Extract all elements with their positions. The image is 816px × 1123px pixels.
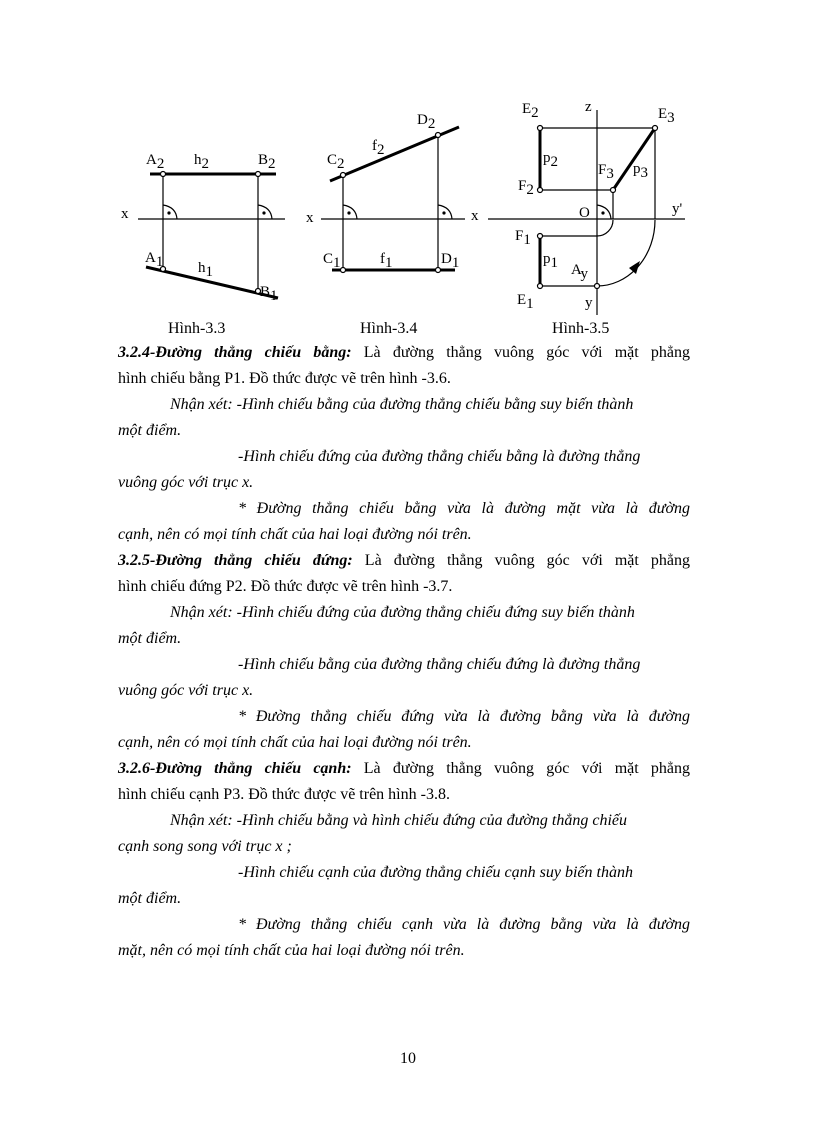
p1-label: p1 bbox=[543, 251, 558, 271]
section-heading: 3.2.4-Đường thẳng chiếu bằng: bbox=[118, 344, 352, 361]
e-transfer-arc bbox=[597, 220, 655, 286]
section-3-2-4-intro: 3.2.4-Đường thẳng chiếu bằng: Là đường thẳng vuông góc với mặt phẳng bbox=[118, 344, 691, 361]
remark: * Đường thẳng chiếu đứng vừa là đường bằng vừa là đường bbox=[238, 708, 690, 725]
point-ay bbox=[595, 284, 600, 289]
ay-label: Ay bbox=[571, 262, 588, 282]
point-f2 bbox=[538, 188, 543, 193]
figure-3-5 bbox=[471, 99, 685, 337]
point-a2 bbox=[161, 172, 166, 177]
f1-label: f1 bbox=[380, 251, 393, 271]
a1-label: A1 bbox=[145, 250, 164, 270]
point-c1 bbox=[341, 268, 346, 273]
right-angle-dot bbox=[262, 211, 265, 214]
point-c2 bbox=[341, 173, 346, 178]
right-angle-dot bbox=[167, 211, 170, 214]
x-label: x bbox=[121, 206, 129, 222]
body-text bbox=[118, 340, 690, 964]
paragraph-line: một điểm. bbox=[118, 890, 182, 907]
f-transfer-arc bbox=[597, 220, 613, 236]
h2-label: h2 bbox=[194, 152, 209, 172]
remark: -Hình chiếu cạnh của đường thẳng chiếu cạnh suy biến thành bbox=[238, 864, 633, 881]
paragraph-line: mặt, nên có mọi tính chất của hai loại đường nói trên. bbox=[118, 942, 465, 959]
p3-label: p3 bbox=[633, 161, 648, 181]
b2-label: B2 bbox=[258, 152, 276, 172]
y-prime-label: y' bbox=[672, 201, 683, 217]
paragraph-line: cạnh, nên có mọi tính chất của hai loại đường nói trên. bbox=[118, 526, 472, 543]
h1-label: h1 bbox=[198, 260, 213, 280]
paragraph-line: cạnh, nên có mọi tính chất của hai loại đường nói trên. bbox=[118, 734, 472, 751]
figure-3-3-caption: Hình-3.3 bbox=[168, 320, 226, 337]
c1-label: C1 bbox=[323, 251, 341, 271]
point-f3 bbox=[611, 188, 616, 193]
e3-label: E3 bbox=[658, 106, 675, 126]
figure-3-4-caption: Hình-3.4 bbox=[360, 320, 418, 337]
remark: Nhận xét: -Hình chiếu bằng của đường thẳng chiếu bằng suy biến thành bbox=[170, 396, 634, 413]
point-d2 bbox=[436, 133, 441, 138]
point-e3 bbox=[653, 126, 658, 131]
figure-3-3 bbox=[121, 152, 285, 337]
y-label: y bbox=[585, 295, 593, 311]
d2-label: D2 bbox=[417, 112, 436, 132]
remark: -Hình chiếu đứng của đường thẳng chiếu bằng là đường thẳng bbox=[238, 448, 641, 465]
arrow-head bbox=[629, 261, 640, 274]
e1-label: E1 bbox=[517, 292, 534, 312]
remark: Nhận xét: -Hình chiếu đứng của đường thẳng chiếu đứng suy biến thành bbox=[170, 604, 635, 621]
f3-label: F3 bbox=[598, 162, 614, 182]
x-label: x bbox=[306, 210, 314, 226]
section-3-2-6-intro: 3.2.6-Đường thẳng chiếu cạnh: Là đường thẳng vuông góc với mặt phẳng bbox=[118, 760, 691, 777]
point-b2 bbox=[256, 172, 261, 177]
page-number: 10 bbox=[400, 1050, 416, 1067]
paragraph-line: hình chiếu đứng P2. Đồ thức được vẽ trên hình -3.7. bbox=[118, 578, 453, 595]
right-angle-dot bbox=[601, 211, 604, 214]
section-heading: 3.2.6-Đường thẳng chiếu cạnh: bbox=[118, 760, 352, 777]
point-d1 bbox=[436, 268, 441, 273]
figures-row bbox=[0, 0, 816, 340]
right-angle-dot bbox=[442, 211, 445, 214]
paragraph-line: cạnh song song với trục x ; bbox=[118, 838, 292, 855]
paragraph-line: vuông góc với trục x. bbox=[118, 474, 254, 491]
right-angle-dot bbox=[347, 211, 350, 214]
paragraph-line: vuông góc với trục x. bbox=[118, 682, 254, 699]
d1-label: D1 bbox=[441, 251, 460, 271]
a2-label: A2 bbox=[146, 152, 165, 172]
figure-3-4 bbox=[306, 112, 465, 337]
remark: Nhận xét: -Hình chiếu bằng và hình chiếu đứng của đường thẳng chiếu bbox=[170, 812, 628, 829]
paragraph-line: một điểm. bbox=[118, 630, 182, 647]
x-label: x bbox=[471, 208, 479, 224]
remark: * Đường thẳng chiếu bằng vừa là đường mặt vừa là đường bbox=[238, 500, 690, 517]
remark: -Hình chiếu bằng của đường thẳng chiếu đứng là đường thẳng bbox=[238, 656, 641, 673]
f2-label: F2 bbox=[518, 178, 534, 198]
point-e1 bbox=[538, 284, 543, 289]
paragraph-line: một điểm. bbox=[118, 422, 182, 439]
p2-label: p2 bbox=[543, 150, 558, 170]
figure-3-5-caption: Hình-3.5 bbox=[552, 320, 610, 337]
origin-label: O bbox=[579, 205, 590, 221]
e2-label: E2 bbox=[522, 101, 539, 121]
c2-label: C2 bbox=[327, 152, 345, 172]
paragraph-line: hình chiếu cạnh P3. Đồ thức được vẽ trên hình -3.8. bbox=[118, 786, 450, 803]
f1-label: F1 bbox=[515, 228, 531, 248]
paragraph-line: hình chiếu bằng P1. Đồ thức được vẽ trên hình -3.6. bbox=[118, 370, 451, 387]
section-3-2-5-intro: 3.2.5-Đường thẳng chiếu đứng: Là đường thẳng vuông góc với mặt phẳng bbox=[118, 552, 691, 569]
point-f1 bbox=[538, 234, 543, 239]
b1-label: B1 bbox=[260, 284, 278, 304]
z-label: z bbox=[585, 99, 592, 115]
section-heading: 3.2.5-Đường thẳng chiếu đứng: bbox=[118, 552, 353, 569]
remark: * Đường thẳng chiếu cạnh vừa là đường bằng vừa là đường bbox=[238, 916, 690, 933]
point-e2 bbox=[538, 126, 543, 131]
f2-label: f2 bbox=[372, 138, 385, 158]
p3-line bbox=[613, 128, 655, 190]
